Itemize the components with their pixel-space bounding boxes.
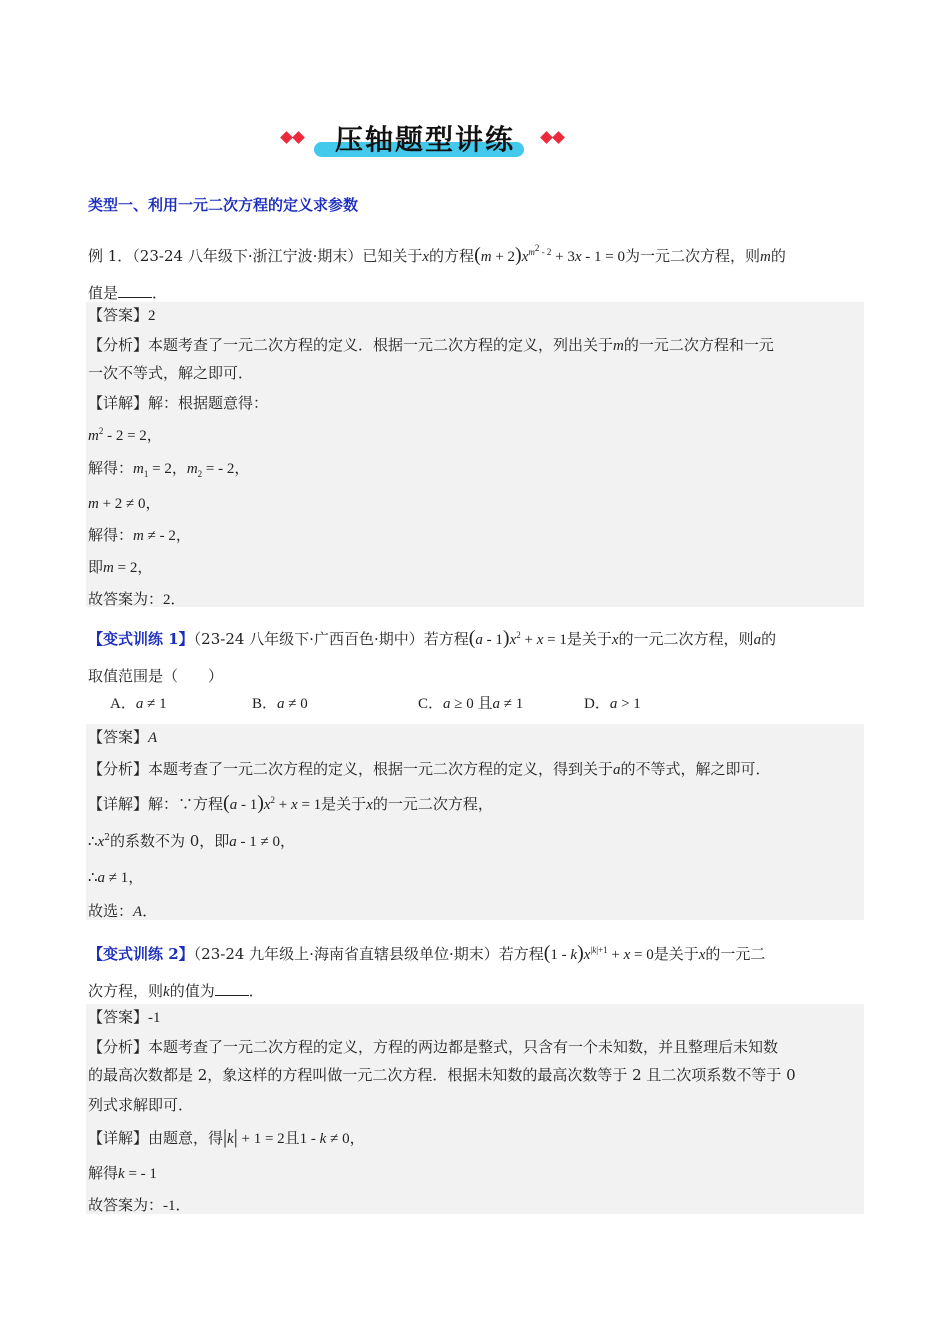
option-c[interactable]: C．a ≥ 0 且a ≠ 1 <box>418 696 524 712</box>
option-b[interactable]: B．a ≠ 0 <box>252 696 308 712</box>
example-1-question: 例 1．（23-24 八年级下·浙江宁波·期末）已知关于x的方程$(m + 2)x^{m^2 - 2} + 3x - 1 = 0$为一元二次方程，则m的 值是 ． <box>88 243 786 302</box>
option-a[interactable]: A．a ≠ 1 <box>110 696 167 712</box>
variant-2-question: 【变式训练 2】（23-24 九年级上·海南省直辖县级单位·期末）若方程$(1 - k)x^{|k|+1} + x = 0$是关于x的一元二 次方程，则k的值为 ． <box>88 942 766 1000</box>
page-title: 压轴题型讲练 <box>334 123 515 156</box>
variant-1-label: 【变式训练 1】 <box>88 630 194 648</box>
example-1-solution: 【答案】2 【分析】本题考查了一元二次方程的定义．根据一元二次方程的定义，列出关于m的一元二次方程和一元 一次不等式，解之即可． 【详解】解：根据题意得： $m^2 - 2 = 2$， 解得：$m_1 = 2$，$m_2$ = - 2， m + 2 ≠ 0， 解得：m ≠ - 2， 即m = 2， 故答案为：2． <box>86 302 864 607</box>
variant-1-solution: 【答案】A 【分析】本题考查了一元二次方程的定义，根据一元二次方程的定义，得到关于a的不等式，解之即可． 【详解】解：∵方程$(a - 1)x^2 + x = 1$是关于x的一元二次方程， $\therefore x^2$的系数不为 0，即a - 1 ≠ 0， ∴a ≠ 1， 故选：A． <box>86 724 864 920</box>
section-heading: 类型一、利用一元二次方程的定义求参数 <box>88 196 359 214</box>
variant-2-label: 【变式训练 2】 <box>88 945 194 963</box>
variant-1-question: 【变式训练 1】（23-24 八年级下·广西百色·期中）若方程$(a - 1)x^2 + x = 1$是关于x的一元二次方程，则a的 取值范围是（ ） <box>88 627 777 685</box>
variant-2-solution: 【答案】-1 【分析】本题考查了一元二次方程的定义，方程的两边都是整式，只含有一个未知数，并且整理后未知数 的最高次数都是 2，象这样的方程叫做一元二次方程．根据未知数的最高次数等于 2 且二次项系数不等于 0 列式求解即可． 【详解】由题意，得|k| + 1 = 2且1 - k ≠ 0， 解得k = - 1 故答案为：-1． <box>86 1004 864 1214</box>
option-d[interactable]: D．a > 1 <box>584 696 641 712</box>
title-banner <box>280 116 570 162</box>
